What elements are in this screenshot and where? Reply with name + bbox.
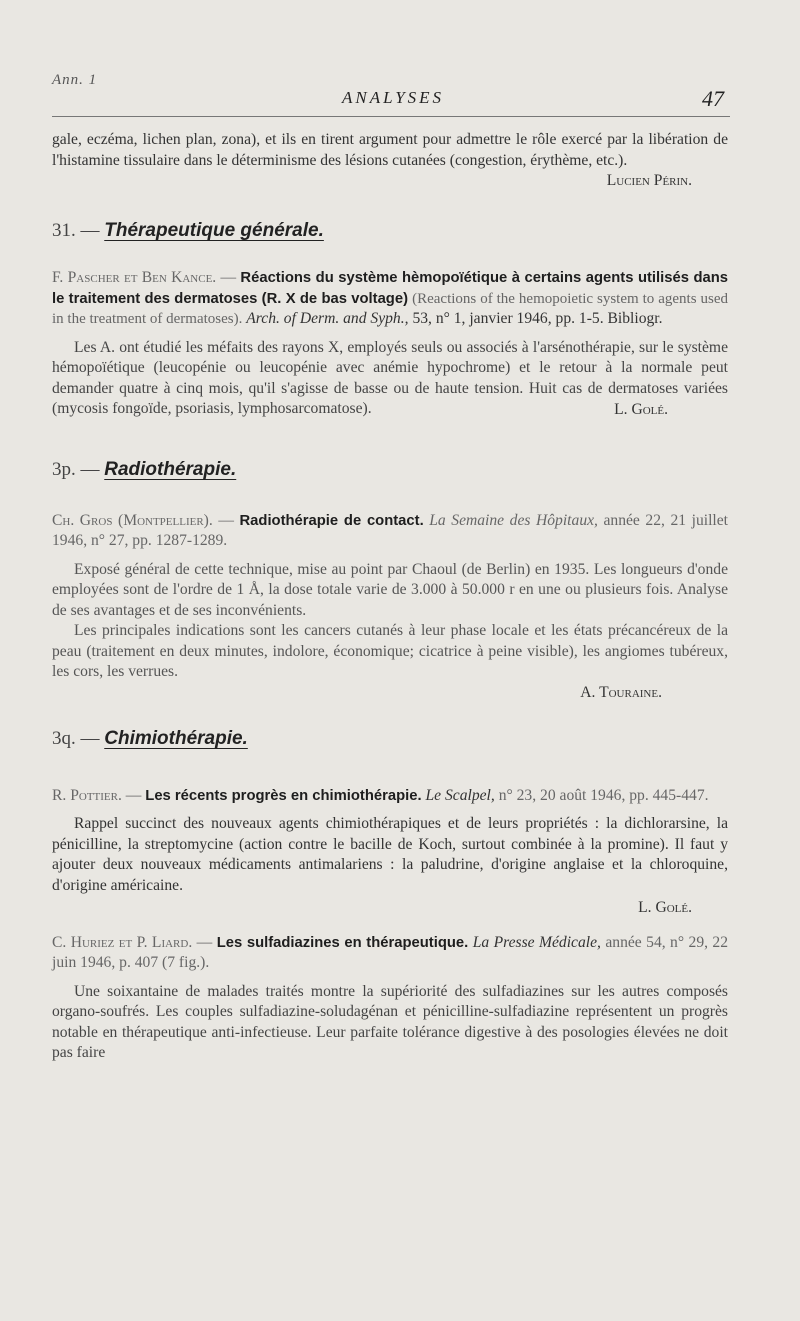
section-title: Radiothérapie.	[104, 459, 237, 480]
abstract-body: Exposé général de cette technique, mise au point par Chaoul (de Berlin) en 1935. Les longueurs d'onde employées sont de l'ordre de 1 Å, la dose totale varie de 3.000 à 50.000 r en une ou plusieurs fois. Analyse de ses avantages et de ses inconvénients.	[52, 560, 728, 619]
header-rule	[52, 116, 730, 117]
article-title: Les récents progrès en chimiothérapie.	[145, 787, 422, 804]
signature: A. Touraine.	[580, 683, 662, 701]
section-heading: 31. — Thérapeutique générale.	[52, 219, 324, 241]
entry-citation: C. Huriez et P. Liard. — Les sulfadiazines en thérapeutique. La Presse Médicale, année 54, n° 29, 22 juin 1946, p. 407 (7 fig.).	[52, 933, 729, 971]
page-content	[52, 130, 728, 1064]
section-heading: 3q. — Chimiothérapie.	[52, 728, 248, 749]
signature: L. Golé.	[638, 899, 692, 916]
article-title: Les sulfadiazines en thérapeutique.	[216, 934, 469, 951]
article-title: Radiothérapie de contact.	[239, 512, 424, 529]
running-head	[52, 72, 728, 112]
volume-label: Ann. 1	[52, 72, 98, 88]
abstract-body: Une soixantaine de malades traités montre la supériorité des sulfadiazines sur les autres composés organo-soufrés. Les couples sulfadiazine-soludagénan et pénicilline-sulfadiazine représentent un progrès notable en thérapeutique anti-infectieuse. Leur parfaite tolérance digestive à des posologies élevées ne doit pas faire	[52, 982, 728, 1061]
entry-citation: Ch. Gros (Montpellier). — Radiothérapie de contact. La Semaine des Hôpitaux, année 22, 21 juillet 1946, n° 27, pp. 1287-1289.	[52, 511, 728, 549]
section-heading: 3p. — Radiothérapie.	[52, 459, 237, 480]
article-title: Réactions du système hèmopoïétique à certains agents utilisés dans le traitement des dermatoses (R. X de bas voltage)	[52, 270, 728, 307]
continuation-paragraph: gale, eczéma, lichen plan, zona), et ils en tirent argument pour admettre le rôle exercé par la libération de l'histamine tissulaire dans le déterminisme des lésions cutanées (congestion, érythème, etc.).	[52, 131, 728, 169]
section-title: Thérapeutique générale.	[104, 219, 324, 241]
abstract-body: Les A. ont étudié les méfaits des rayons X, employés seuls ou associés à l'arsénothérapie, sur le système hémopoïétique (leucopénie ou leucopénie avec anémie hypochrome) et le retour à la normale peut demander quatre à cinq mois, qu'il s'agisse de basse ou de haute tension. Huit cas de dermatoses variées (mycosis fongoïde, psoriasis, lymphosarcomatose).	[52, 338, 728, 417]
running-title: ANALYSES	[342, 88, 445, 107]
signature: Lucien Périn.	[606, 172, 692, 189]
entry-citation: R. Pottier. — Les récents progrès en chimiothérapie. Le Scalpel, n° 23, 20 août 1946, pp. 445-447.	[52, 786, 709, 804]
abstract-body: Les principales indications sont les cancers cutanés à leur phase locale et les états précancéreux de la peau (traitement en deux minutes, indolore, économique; cicatrice à peine visible), les angiomes tubéreux, les cors, les verrues.	[52, 622, 728, 680]
section-title: Chimiothérapie.	[104, 728, 248, 749]
abstract-body: Rappel succinct des nouveaux agents chimiothérapiques et de leurs propriétés : la dichlorarsine, la pénicilline, la streptomycine (action contre le bacille de Koch, surtout combinée à la promine). Il faut y ajouter deux nouveaux médicaments antimalariens : la paludrine, d'origine anglaise et la chloroquine, d'origine américaine.	[52, 815, 728, 894]
page-number: 47	[702, 86, 724, 111]
signature: L. Golé.	[614, 400, 668, 418]
entry-citation: F. Pascher et Ben Kance. — Réactions du système hèmopoïétique à certains agents utilisés dans le traitement des dermatoses (R. X de bas voltage) (Reactions of the hemopoietic system to agents used in the treatment of dermatoses). Arch. of Derm. and Syph., 53, n° 1, janvier 1946, pp. 1-5. Bibliogr.	[52, 269, 728, 327]
